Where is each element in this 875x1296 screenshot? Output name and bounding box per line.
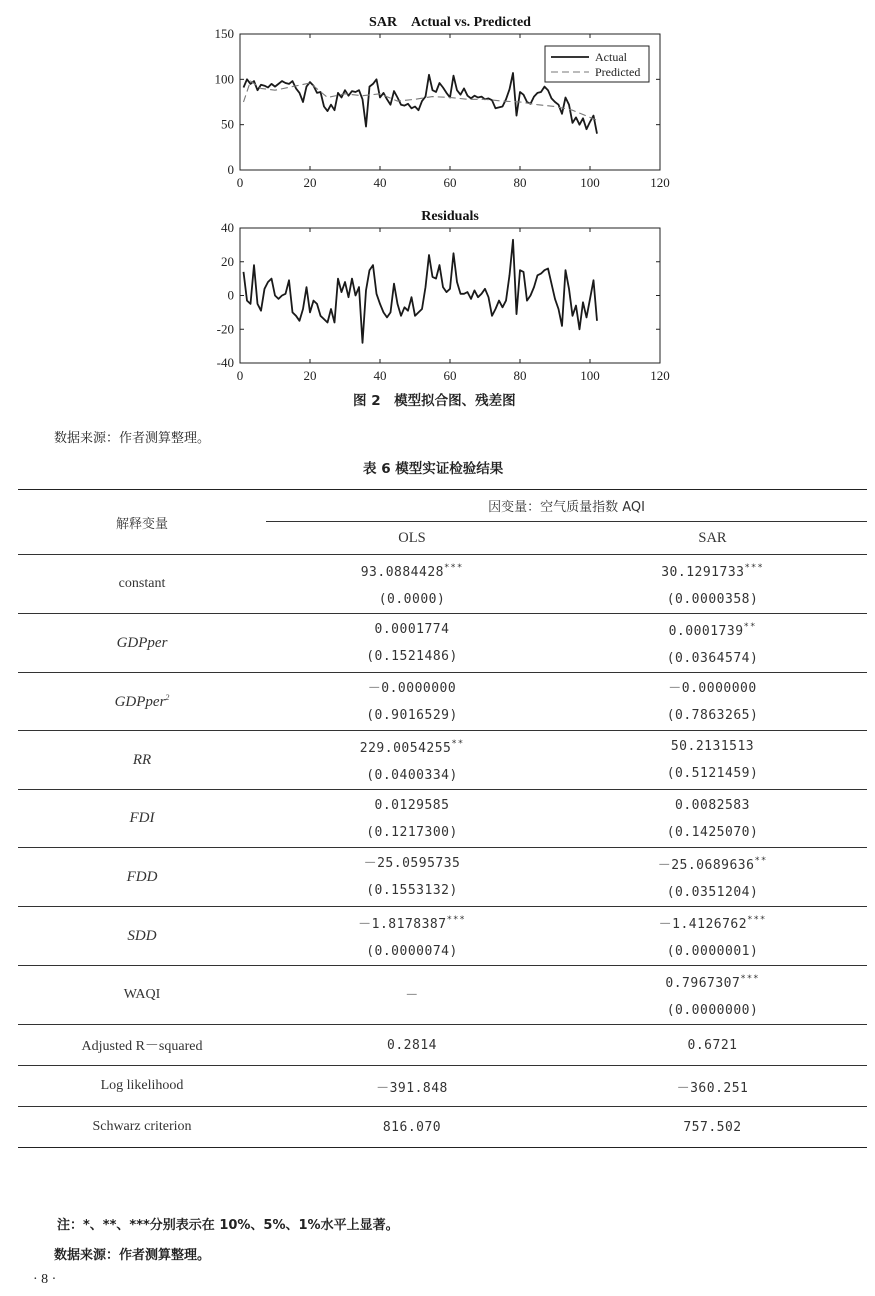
resid-ytick-label: 40 [221,220,234,235]
row-label: GDPper$^2$ [18,673,266,731]
sar-coef-value: －0.0000000 [668,680,757,696]
resid-ytick-label: 20 [221,253,234,269]
stats-row [18,1066,867,1107]
fit-legend-label: Actual [595,50,627,64]
ols-coef [266,555,558,586]
sar-coef-value: 0.7967307 [665,976,741,991]
row-label: SDD [18,907,266,966]
ols-significance: *** [444,563,464,573]
sar-coef-value: 0.0082583 [675,797,750,813]
ols-stat: 816.070 [266,1107,558,1148]
sar-coef [558,555,867,586]
figure-2 [0,0,875,420]
table-row [18,907,867,966]
ols-cell [266,848,558,907]
resid-xtick-label: 40 [373,368,387,383]
ols-stat: －391.848 [266,1066,558,1107]
sar-pvalue: (0.7863265) [666,707,759,723]
ols-coef [266,792,558,819]
resid-title: Residuals [421,209,479,224]
table-row [18,848,867,907]
sar-coef-value: 50.2131513 [670,739,755,754]
resid-xtick-label: 100 [580,368,600,383]
resid-ytick-label: -40 [216,355,234,370]
sar-significance: ** [754,856,768,866]
page-number: · 8 · [33,1272,57,1287]
ols-coef-value: 229.0054255 [359,741,452,756]
ols-pvalue: (0.0000074) [366,944,458,959]
table-row [18,966,867,1025]
fit-ytick-label: 100 [214,71,234,87]
sar-coef [558,966,867,997]
fit-legend-label: Predicted [595,65,641,79]
resid-xtick-label: 80 [513,368,527,383]
ols-cell [266,614,558,673]
actual-vs-predicted-chart [215,15,670,190]
fit-xtick-label: 100 [580,175,600,190]
ols-coef-value: 93.0884428 [360,565,444,580]
resid-series-line [244,240,598,343]
ols-cell [266,790,558,848]
sar-pvalue: (0.0000000) [666,1003,759,1018]
sar-coef [558,733,867,760]
ols-cell [266,907,558,966]
fit-xtick-label: 60 [443,175,457,190]
header-dependent-var: 因变量：空气质量指数 AQI [266,490,867,522]
ols-coef-value: 0.0129585 [374,797,450,813]
resid-xtick-label: 0 [236,368,244,383]
sar-coef [558,614,867,645]
fit-series-actual [244,73,598,134]
fit-ytick-label: 0 [227,162,234,177]
sar-stat: －360.251 [558,1066,867,1107]
ols-cell [266,966,558,1025]
ols-coef-value: － [405,987,419,1003]
table-row [18,731,867,790]
sar-coef [558,792,867,819]
ols-pvalue: (0.0400334) [366,768,458,783]
ols-cell [266,555,558,614]
ols-coef-value: －25.0595735 [363,856,461,871]
sar-coef-value: 30.1291733 [661,565,745,580]
sar-cell [558,731,867,790]
stats-label: Adjusted R－squared [18,1025,266,1066]
table-row [18,614,867,673]
sar-cell [558,966,867,1025]
header-ols: OLS [398,529,426,546]
stats-label: Schwarz criterion [18,1107,266,1148]
sar-coef [558,848,867,879]
sar-cell [558,790,867,848]
table-note: 注：*、**、***分别表示在 10%、5%、1%水平上显著。 [57,1218,399,1233]
sar-significance: *** [740,974,760,984]
ols-pvalue: (0.1553132) [366,883,458,898]
sar-cell [558,907,867,966]
stats-row [18,1025,867,1066]
fit-xtick-label: 40 [373,175,387,190]
figure-source: 数据来源：作者测算整理。 [54,431,211,446]
resid-xtick-label: 20 [303,368,317,383]
ols-coef [266,907,558,938]
resid-xtick-label: 120 [650,368,670,383]
sar-coef [558,675,867,702]
sar-pvalue: (0.1425070) [666,824,759,840]
header-variable: 解释变量 [18,490,266,555]
resid-xtick-label: 60 [443,368,457,383]
ols-coef [266,616,558,643]
ols-significance: *** [446,915,466,925]
sar-coef-value: －25.0689636 [657,858,755,873]
row-label: constant [18,555,266,614]
sar-coef-value: 0.0001739 [668,624,744,639]
sar-cell [558,673,867,731]
ols-coef-value: －1.8178387 [358,917,447,932]
row-label: FDD [18,848,266,907]
sar-significance: *** [744,563,764,573]
table-source: 数据来源：作者测算整理。 [54,1248,211,1263]
fit-ytick-label: 50 [221,116,234,132]
fit-xtick-label: 80 [513,175,527,190]
ols-pvalue: (0.1217300) [366,824,458,840]
sar-significance: *** [747,915,767,925]
table-row [18,555,867,614]
figure-caption: 图 2 模型拟合图、残差图 [353,393,516,409]
ols-coef [266,675,558,702]
fit-xtick-label: 20 [303,175,317,190]
stats-row [18,1107,867,1148]
resid-ytick-label: 0 [227,287,234,303]
row-label: WAQI [18,966,266,1025]
sar-stat: 0.6721 [558,1025,867,1066]
sar-cell [558,848,867,907]
sar-pvalue: (0.0364574) [666,651,759,666]
sar-coef-value: －1.4126762 [658,917,748,932]
stats-label: Log likelihood [18,1066,266,1107]
table-body [18,555,867,1148]
ols-pvalue: (0.0000) [378,592,446,607]
ols-pvalue: (0.9016529) [366,707,458,723]
resid-plot-frame [240,228,660,363]
sar-pvalue: (0.0000358) [666,592,759,607]
ols-coef [266,850,558,877]
sar-pvalue: (0.0000001) [666,944,759,959]
ols-cell [266,673,558,731]
ols-coef-value: 0.0001774 [374,622,450,637]
resid-ytick-label: -20 [216,321,234,337]
ols-stat: 0.2814 [266,1025,558,1066]
sar-stat: 757.502 [558,1107,867,1148]
fit-xtick-label: 120 [650,175,670,190]
row-label: FDI [18,790,266,848]
row-label-exponent: 2 [165,692,170,702]
table-row [18,790,867,848]
row-label: GDPper [18,614,266,673]
sar-pvalue: (0.5121459) [666,766,759,781]
ols-cell [266,731,558,790]
sar-pvalue: (0.0351204) [666,885,759,900]
results-table [18,489,867,1148]
table-row [18,673,867,731]
sar-coef [558,907,867,938]
ols-significance: ** [451,739,465,749]
ols-coef [266,731,558,762]
row-label: RR [18,731,266,790]
sar-cell [558,614,867,673]
sar-significance: ** [743,622,757,632]
ols-coef [266,982,558,1009]
header-sar: SAR [698,529,727,546]
table-title: 表 6 模型实证检验结果 [363,461,504,477]
fit-title: SAR Actual vs. Predicted [369,15,531,30]
sar-cell [558,555,867,614]
fit-xtick-label: 0 [236,175,244,190]
ols-pvalue: (0.1521486) [366,649,458,664]
residuals-chart [217,209,670,383]
fit-ytick-label: 150 [214,26,234,41]
ols-coef-value: －0.0000000 [367,680,457,696]
